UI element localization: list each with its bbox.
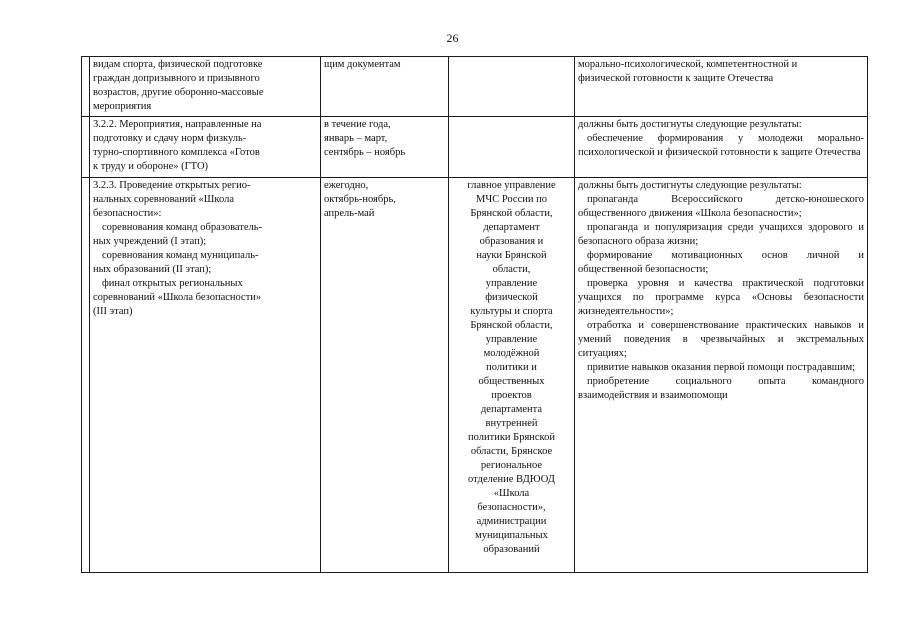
timing-line: апрель-май (324, 208, 375, 219)
executor-line: науки Брянской (476, 250, 547, 261)
executor-cell (449, 178, 575, 573)
result-item: формирование мотивационных основ личной и общественной безопасности; (578, 250, 867, 275)
measures-table (81, 56, 868, 573)
table-row (82, 57, 868, 117)
measure-name-line: к труду и обороне» (ГТО) (93, 161, 209, 172)
timing-cell (321, 117, 449, 178)
timing-line: щим документам (324, 59, 401, 70)
row-number-cell (82, 117, 90, 178)
table-row (82, 117, 868, 178)
results-cell (575, 57, 868, 117)
timing-cell (321, 57, 449, 117)
executor-line: главное управление (467, 180, 556, 191)
executor-line: области, (492, 264, 531, 275)
result-item: проверка уровня и качества практической подготовки учащихся по программе курса «Основы безопасности жизнедеятельности»; (578, 278, 867, 317)
measure-name-line: нальных соревнований «Школа (93, 194, 234, 205)
executor-line: муниципальных (475, 530, 548, 541)
timing-line: в течение года, (324, 119, 391, 130)
measure-name-line: (III этап) (93, 306, 133, 317)
executor-line: физической (485, 292, 538, 303)
executor-line: образований (483, 544, 540, 555)
executor-line: департамента (480, 404, 543, 415)
executor-line: культуры и спорта (470, 306, 553, 317)
executor-line: образования и (479, 236, 544, 247)
results-heading: должны быть достигнуты следующие результаты: (578, 180, 802, 191)
executor-line: департамент (483, 222, 540, 233)
executor-line: Брянской области, (470, 208, 553, 219)
results-heading: должны быть достигнуты следующие результаты: (578, 119, 802, 130)
executor-line: области, Брянское (470, 446, 553, 457)
measure-name-line: граждан допризывного и призывного (93, 73, 260, 84)
measure-name-cell (90, 117, 321, 178)
executor-line: проектов (491, 390, 532, 401)
measure-name-cell (90, 178, 321, 573)
measure-name-line: мероприятия (93, 101, 152, 112)
executor-line: общественных (478, 376, 545, 387)
page-number: 26 (446, 31, 459, 45)
measure-name-line: 3.2.3. Проведение открытых регио- (93, 180, 251, 191)
measure-name-line: соревнования команд образователь- (102, 222, 263, 233)
measure-name-line: ных образований (II этап); (93, 264, 212, 275)
executor-line: администрации (476, 516, 547, 527)
result-item: привитие навыков оказания первой помощи пострадавшим; (587, 362, 856, 373)
executor-line: молодёжной (483, 348, 540, 359)
measure-name-line: подготовку и сдачу норм физкуль- (93, 133, 247, 144)
executor-line: региональное (480, 460, 543, 471)
measure-name-line: возрастов, другие оборонно-массовые (93, 87, 264, 98)
row-number-cell (82, 178, 90, 573)
row-number-cell (82, 57, 90, 117)
executor-line: управление (485, 278, 538, 289)
timing-line: октябрь-ноябрь, (324, 194, 396, 205)
measure-name-line: соревнования команд муниципаль- (102, 250, 259, 261)
executor-line: МЧС России по (476, 194, 547, 205)
results-line: морально-психологической, компетентностной и (578, 59, 798, 70)
measure-name-line: соревнований «Школа безопасности» (93, 292, 262, 303)
result-item: пропаганда и популяризация среди учащихся здорового и безопасного образа жизни; (578, 222, 867, 247)
result-item: пропаганда Всероссийского детско-юношеского общественного движения «Школа безопасности»; (578, 194, 867, 219)
result-item: отработка и совершенствование практических навыков и умений поведения в чрезвычайных и экстремальных ситуациях; (578, 320, 867, 359)
measure-name-line: ных учреждений (I этап); (93, 236, 207, 247)
results-line: физической готовности к защите Отечества (578, 73, 774, 84)
measure-name-line: видам спорта, физической подготовке (93, 59, 263, 70)
measure-name-line: турно-спортивного комплекса «Готов (93, 147, 260, 158)
table-row (82, 178, 868, 573)
executor-line: управление (485, 334, 538, 345)
executor-line: отделение ВДЮОД (468, 474, 555, 485)
executor-cell (449, 57, 575, 117)
executor-line: политики и (486, 362, 537, 373)
executor-line: «Школа (493, 488, 530, 499)
timing-line: январь – март, (324, 133, 388, 144)
timing-cell (321, 178, 449, 573)
results-cell (575, 117, 868, 178)
executor-cell (449, 117, 575, 178)
measure-name-line: 3.2.2. Мероприятия, направленные на (93, 119, 262, 130)
result-item: обеспечение формирования у молодежи морально-психологической и физической готовности к защите Отечества (578, 133, 864, 158)
measure-name-line: финал открытых региональных (102, 278, 243, 289)
timing-line: сентябрь – ноябрь (324, 147, 406, 158)
timing-line: ежегодно, (324, 180, 369, 191)
executor-line: политики Брянской (468, 432, 555, 443)
results-cell (575, 178, 868, 573)
measure-name-line: безопасности»: (93, 208, 162, 219)
result-item: приобретение социального опыта командного взаимодействия и взаимопомощи (578, 376, 867, 401)
executor-line: Брянской области, (470, 320, 553, 331)
executor-line: безопасности», (477, 502, 546, 513)
measure-name-cell (90, 57, 321, 117)
executor-line: внутренней (485, 418, 538, 429)
